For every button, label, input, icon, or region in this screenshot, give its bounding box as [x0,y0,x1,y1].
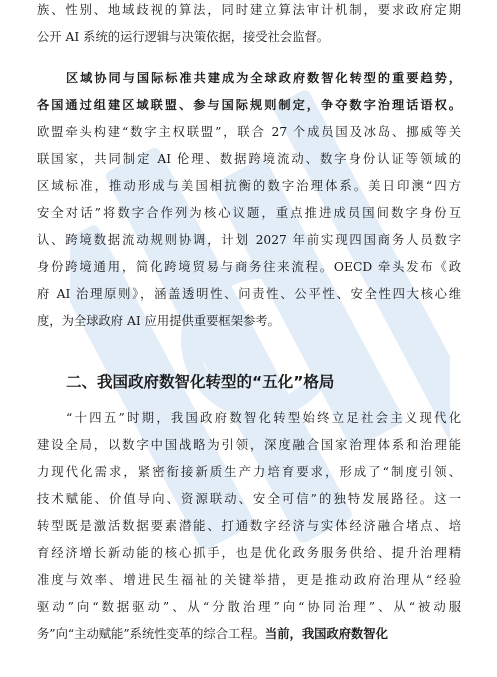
text-line: 族、性别、地域歧视的算法，同时建立算法审计机制，要求政府定期 [37,3,461,17]
text-line: 转型既是激活数据要素潜能、打通数字经济与实体经济融合堵点、培 [37,519,461,533]
text-line: 力现代化需求，紧密衔接新质生产力培育要求，形成了“制度引领、 [37,465,461,479]
text-span-bold: 当前，我国政府数智化 [264,627,388,641]
text-line: 驱动”向“数据驱动”、从“分散治理”向“协同治理”、从“被动服 [37,600,461,614]
text-span: 务”向“主动赋能”系统性变革的综合工程。 [37,627,265,641]
text-line: 准度与效率、增进民生福祉的关键举措，更是推动政府治理从“经验 [37,573,461,587]
section-heading: 二、我国政府数智化转型的“五化”格局 [66,373,335,391]
text-line: 度，为全球政府 AI 应用提供重要框架参考。 [37,314,280,328]
text-line: 技术赋能、价值导向、资源联动、安全可信”的独特发展路径。这一 [37,492,461,506]
text-line: 建设全局，以数字中国战略为引领，深度融合国家治理体系和治理能 [37,438,461,452]
text-line: 公开 AI 系统的运行逻辑与决策依据，接受社会监督。 [37,30,330,44]
text-line: “十四五”时期，我国政府数智化转型始终立足社会主义现代化 [66,411,461,425]
text-line: 区域标准，推动形成与美国相抗衡的数字治理体系。美日印澳“四方 [37,179,461,193]
text-line: 联国家，共同制定 AI 伦理、数据跨境流动、数字身份认证等领域的 [37,152,461,166]
text-line: 欧盟牵头构建“数字主权联盟”，联合 27 个成员国及冰岛、挪威等关 [37,125,461,139]
text-line-bold: 区域协同与国际标准共建成为全球政府数智化转型的重要趋势， [66,71,461,85]
text-line: 府 AI 治理原则》，涵盖透明性、问责性、公平性、安全性四大核心维 [37,287,461,301]
text-line [37,626,461,643]
text-line-bold: 各国通过组建区域联盟、参与国际规则制定，争夺数字治理话语权。 [37,98,461,112]
text-line: 认、跨境数据流动规则协调，计划 2027 年前实现四国商务人员数字 [37,233,461,247]
text-line: 育经济增长新动能的核心抓手，也是优化政务服务供给、提升治理精 [37,546,461,560]
text-line: 安全对话”将数字合作列为核心议题，重点推进成员国间数字身份互 [37,206,461,220]
text-line: 身份跨境通用，简化跨境贸易与商务往来流程。OECD 牵头发布《政 [37,260,461,274]
